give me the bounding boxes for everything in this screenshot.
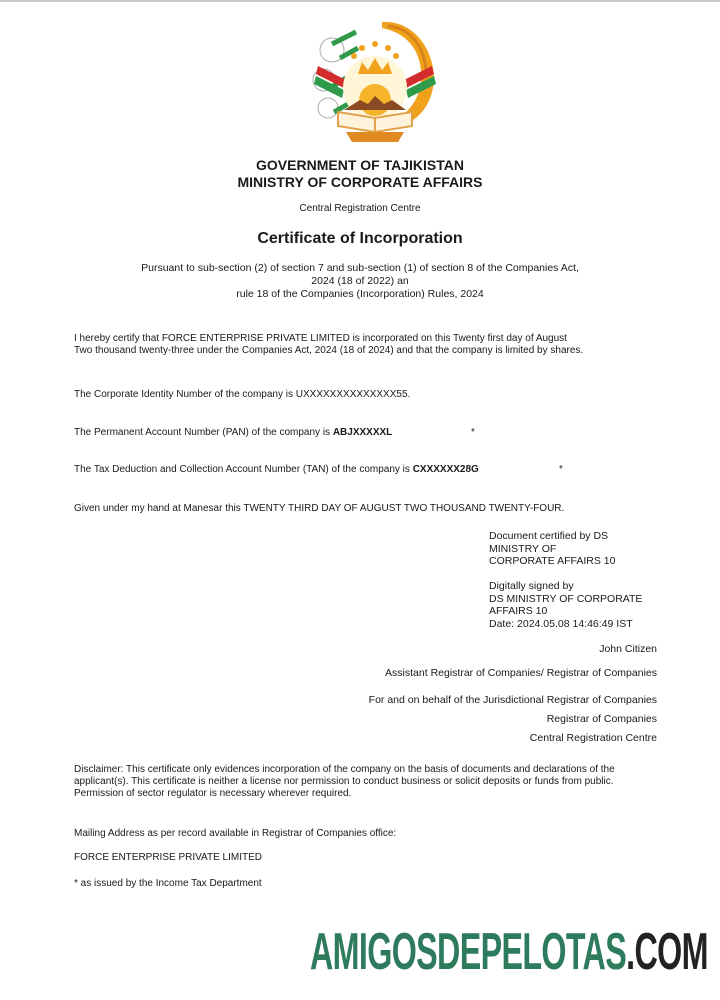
legal-basis: [0, 262, 720, 301]
given-statement: Given under my hand at Manesar this TWENTY THIRD DAY OF AUGUST TWO THOUSAND TWENTY-FOUR.: [74, 503, 565, 514]
top-border: [0, 0, 720, 2]
coat-of-arms-icon: [310, 14, 440, 146]
signatory-name: John Citizen: [599, 643, 657, 655]
registrar-line: Registrar of Companies: [546, 713, 657, 725]
legal-basis-line-3: rule 18 of the Companies (Incorporation) Rules, 2024: [236, 288, 484, 300]
certified-line-2: MINISTRY OF: [489, 542, 557, 555]
certified-by-block: [489, 530, 615, 568]
watermark: [310, 922, 708, 982]
legal-basis-line-2: 2024 (18 of 2022) an: [311, 275, 409, 287]
footnote: * as issued by the Income Tax Department: [74, 878, 262, 889]
mailing-address-name: FORCE ENTERPRISE PRIVATE LIMITED: [74, 852, 262, 863]
cin-value: UXXXXXXXXXXXXXX55.: [295, 389, 411, 400]
tan-label: The Tax Deduction and Collection Account Number (TAN) of the company is: [74, 464, 413, 475]
legal-basis-line-1: Pursuant to sub-section (2) of section 7 and sub-section (1) of section 8 of the Companies Act,: [141, 262, 579, 274]
watermark-brand: AMIGOSDEPELOTAS: [310, 923, 627, 981]
signature-date: Date: 2024.05.08 14:46:49 IST: [489, 617, 633, 630]
certification-line-1: I hereby certify that FORCE ENTERPRISE PRIVATE LIMITED is incorporated on this Twenty first day of August: [74, 333, 567, 344]
on-behalf-line: For and on behalf of the Jurisdictional Registrar of Companies: [368, 694, 657, 706]
centre-line: Central Registration Centre: [529, 732, 657, 744]
certified-line-3: CORPORATE AFFAIRS 10: [489, 555, 616, 567]
tan-asterisk: *: [559, 464, 563, 475]
certificate-title: Certificate of Incorporation: [257, 230, 463, 247]
ministry-name: MINISTRY OF CORPORATE AFFAIRS: [237, 174, 483, 190]
tan-statement: [74, 464, 479, 476]
cin-statement: [74, 389, 410, 401]
pan-statement: [74, 427, 392, 439]
pan-label: The Permanent Account Number (PAN) of the company is: [74, 427, 333, 438]
watermark-tld: .COM: [626, 923, 708, 981]
signatory-role: Assistant Registrar of Companies/ Registrar of Companies: [385, 667, 657, 679]
signed-line-3: AFFAIRS 10: [489, 605, 548, 617]
disclaimer: Disclaimer: This certificate only evidences incorporation of the company on the basis of documents and declarations of the applicant(s). This certificate is neither a license nor permission to conduct business or solicit deposits or funds from public. Permission of sector regulator is necessary wherever required.: [74, 764, 615, 799]
pan-value: ABJXXXXXL: [332, 427, 393, 438]
cin-label: The Corporate Identity Number of the company is: [74, 389, 296, 400]
office-name: Central Registration Centre: [299, 203, 421, 214]
mailing-address-label: Mailing Address as per record available in Registrar of Companies office:: [74, 828, 397, 839]
certified-line-1: Document certified by DS: [489, 530, 609, 542]
tan-value: CXXXXXX28G: [412, 464, 479, 475]
digital-signature-block: [489, 580, 642, 630]
government-name: GOVERNMENT OF TAJIKISTAN: [256, 157, 464, 173]
issuer-heading: [0, 157, 720, 191]
certification-statement: [74, 333, 583, 357]
pan-asterisk: *: [471, 427, 475, 438]
certification-line-2: Two thousand twenty-three under the Companies Act, 2024 (18 of 2024) and that the company is limited by shares.: [74, 345, 584, 356]
signed-line-1: Digitally signed by: [489, 580, 574, 592]
signed-line-2: DS MINISTRY OF CORPORATE: [489, 592, 643, 605]
